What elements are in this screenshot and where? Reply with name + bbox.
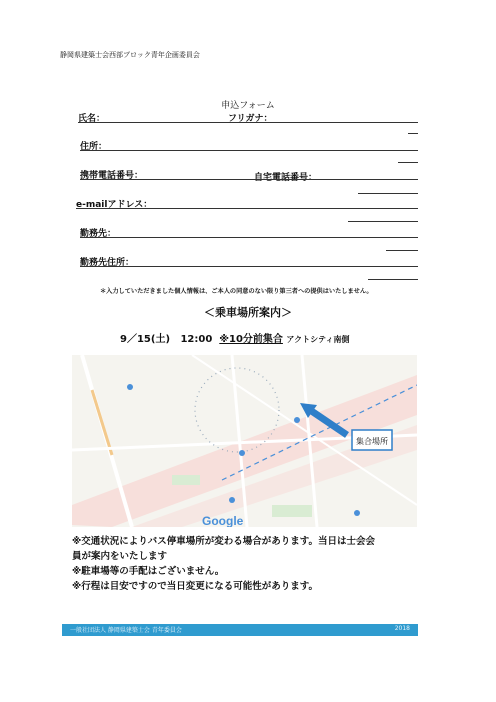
line-tick xyxy=(358,193,418,194)
mobile-label: 携帯電話番号： xyxy=(80,171,144,181)
note-item: ※交通状況によりバス停車場所が変わる場合があります。当日は士会会 xyxy=(72,536,375,547)
gather-note: ※10分前集合 xyxy=(219,334,283,345)
meeting-point-callout: 集合場所 xyxy=(356,437,388,446)
phone-line[interactable] xyxy=(80,179,418,180)
line-tick xyxy=(386,250,418,251)
address-label: 住所： xyxy=(80,142,108,152)
name-label: 氏名： xyxy=(78,114,106,124)
schedule-line xyxy=(120,330,350,345)
note-item: ※行程は目安ですので当日変更になる可能性があります。 xyxy=(72,581,318,592)
workplace-address-line[interactable] xyxy=(80,266,418,267)
event-time: 12:00 xyxy=(180,334,213,345)
google-logo: Google xyxy=(202,514,244,527)
footer-bar xyxy=(62,624,418,636)
workplace-line[interactable] xyxy=(80,237,418,238)
boarding-place: アクトシティ南側 xyxy=(286,335,350,344)
note-item: 員が案内をいたします xyxy=(72,551,168,562)
form-title: 申込フォーム xyxy=(221,101,275,111)
footer-year: 2018 xyxy=(394,625,410,632)
name-line[interactable] xyxy=(78,122,418,123)
privacy-note: ＊入力していただきました個人情報は、ご本人の同意のない限り第三者への提供はいたしません。 xyxy=(100,288,373,295)
map-drawing xyxy=(72,355,417,527)
workplace-label: 勤務先： xyxy=(80,229,117,239)
line-tick xyxy=(408,133,418,134)
email-line[interactable] xyxy=(76,208,418,209)
notes-list xyxy=(72,534,375,594)
furigana-label: フリガナ： xyxy=(228,114,273,124)
home-phone-label: 自宅電話番号： xyxy=(254,173,318,183)
event-date: 9／15(土) xyxy=(120,334,171,345)
map-image xyxy=(72,355,417,527)
line-tick xyxy=(398,162,418,163)
workplace-address-label: 勤務先住所： xyxy=(80,258,135,268)
line-tick xyxy=(368,279,418,280)
line-tick xyxy=(348,221,418,222)
footer-text: 一般社団法人 静岡県建築士会 青年委員会 xyxy=(70,627,182,634)
boarding-title: ＜乗車場所案内＞ xyxy=(204,306,292,319)
organization-name: 静岡県建築士会西部ブロック青年企画委員会 xyxy=(60,51,200,59)
address-line[interactable] xyxy=(80,150,418,151)
note-item: ※駐車場等の手配はございません。 xyxy=(72,566,225,577)
email-label: e-mailアドレス： xyxy=(76,200,153,210)
